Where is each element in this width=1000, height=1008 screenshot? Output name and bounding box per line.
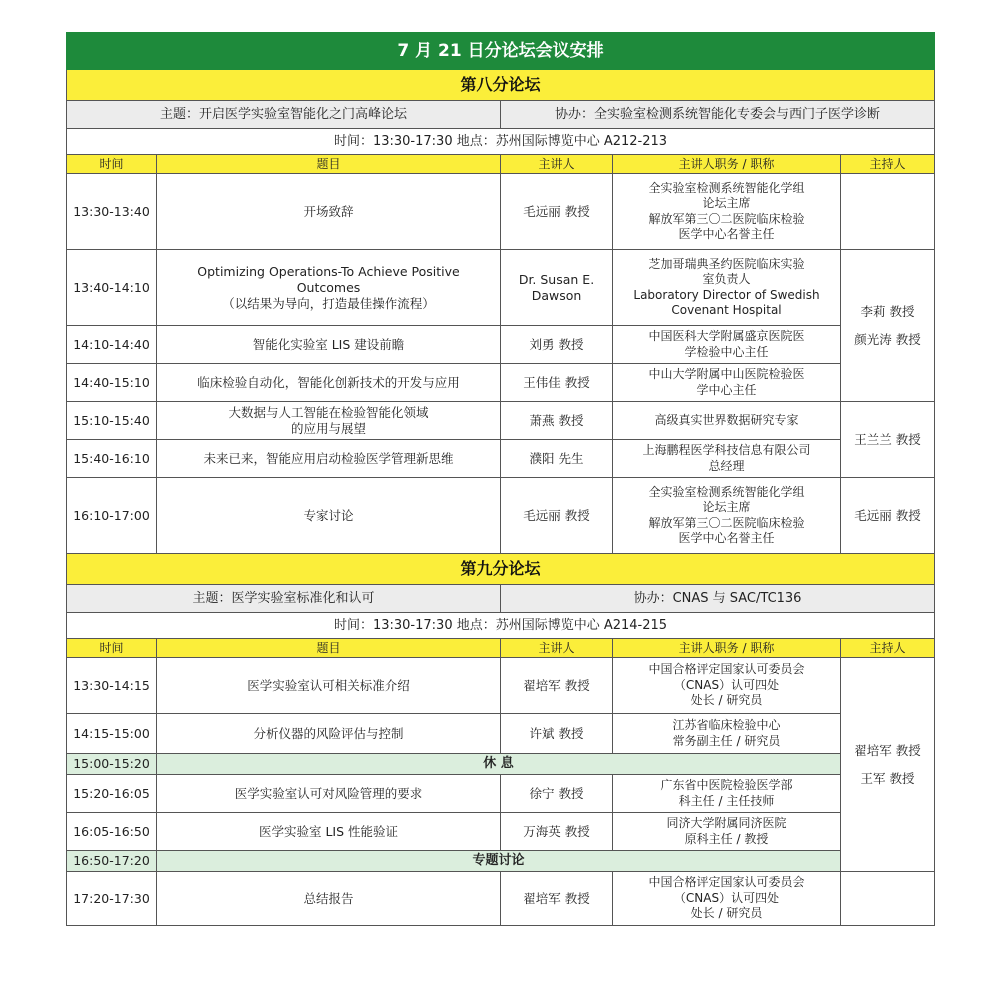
- session-topic-text: 未来已来，智能应用启动检验医学管理新思维: [203, 450, 454, 466]
- session-time: 15:10-15:40: [67, 402, 157, 440]
- forum8-co-organizer: 协办：全实验室检测系统智能化专委会与西门子医学诊断: [501, 101, 935, 129]
- session-time: 14:15-15:00: [67, 714, 157, 754]
- header-speaker: 主讲人: [501, 155, 613, 174]
- session-topic: [157, 714, 501, 754]
- session-speaker: [501, 174, 613, 250]
- table-row: [67, 174, 935, 250]
- session-topic-text: Optimizing Operations-To Achieve Positive Outcomes （以结果为导向，打造最佳操作流程）: [197, 263, 460, 311]
- session-role: [613, 872, 841, 926]
- forum8-header-row: [67, 155, 935, 174]
- forum9-info-row: [67, 613, 935, 639]
- session-host-text: 李莉 教授 颜光涛 教授: [854, 303, 921, 347]
- table-row: [67, 813, 935, 851]
- session-speaker-text: 许斌 教授: [529, 725, 584, 741]
- table-row: [67, 326, 935, 364]
- session-topic-text: 开场致辞: [303, 203, 354, 219]
- session-topic-text: 智能化实验室 LIS 建设前瞻: [252, 336, 405, 352]
- session-topic: [157, 440, 501, 478]
- session-time: 13:30-14:15: [67, 658, 157, 714]
- schedule-table: [66, 32, 935, 926]
- session-speaker: [501, 440, 613, 478]
- forum9-name-row: [67, 554, 935, 585]
- discussion-row: [67, 851, 935, 872]
- session-speaker: [501, 402, 613, 440]
- session-topic: [157, 174, 501, 250]
- session-speaker-text: Dr. Susan E. Dawson: [518, 271, 595, 303]
- session-host: [841, 402, 935, 478]
- session-speaker-text: 萧燕 教授: [529, 412, 584, 428]
- session-speaker: [501, 250, 613, 326]
- session-time: 14:40-15:10: [67, 364, 157, 402]
- session-role: [613, 478, 841, 554]
- session-topic: [157, 658, 501, 714]
- session-speaker-text: 王伟佳 教授: [523, 374, 590, 390]
- session-speaker-text: 徐宁 教授: [529, 785, 584, 801]
- session-role: [613, 174, 841, 250]
- discussion-label: 专题讨论: [157, 851, 841, 872]
- session-topic: [157, 364, 501, 402]
- page-title: 7 月 21 日分论坛会议安排: [67, 33, 935, 70]
- session-role-text: 广东省中医院检验医学部 科主任 / 主任技师: [660, 778, 793, 808]
- session-role: [613, 326, 841, 364]
- session-speaker: [501, 813, 613, 851]
- session-speaker: [501, 364, 613, 402]
- session-topic: [157, 872, 501, 926]
- session-role: [613, 658, 841, 714]
- forum9-header-row: [67, 639, 935, 658]
- break-time: 15:00-15:20: [67, 754, 157, 775]
- table-row: [67, 658, 935, 714]
- table-row: [67, 478, 935, 554]
- session-time: 16:10-17:00: [67, 478, 157, 554]
- session-topic: [157, 813, 501, 851]
- table-row: [67, 364, 935, 402]
- session-time: 15:20-16:05: [67, 775, 157, 813]
- header-time: 时间: [67, 639, 157, 658]
- header-host: 主持人: [841, 639, 935, 658]
- session-role-text: 高级真实世界数据研究专家: [654, 412, 799, 427]
- forum9-info: 时间：13:30-17:30 地点：苏州国际博览中心 A214-215: [67, 613, 935, 639]
- session-role-text: 中国医科大学附属盛京医院医 学检验中心主任: [648, 329, 805, 359]
- session-speaker-text: 毛远丽 教授: [523, 203, 590, 219]
- header-host: 主持人: [841, 155, 935, 174]
- session-role: [613, 402, 841, 440]
- session-topic-text: 总结报告: [303, 890, 354, 906]
- session-topic-text: 医学实验室认可相关标准介绍: [247, 677, 410, 693]
- session-host-text: 毛远丽 教授: [854, 507, 921, 523]
- session-topic: [157, 402, 501, 440]
- forum9-theme: 主题：医学实验室标准化和认可: [67, 585, 501, 613]
- session-speaker-text: 刘勇 教授: [529, 336, 584, 352]
- session-topic-text: 专家讨论: [303, 507, 354, 523]
- session-speaker: [501, 326, 613, 364]
- forum8-theme-row: [67, 101, 935, 129]
- session-topic-text: 医学实验室 LIS 性能验证: [258, 823, 399, 839]
- session-host: [841, 174, 935, 250]
- session-topic-text: 大数据与人工智能在检验智能化领域 的应用与展望: [228, 404, 429, 436]
- table-row: [67, 872, 935, 926]
- session-time: 17:20-17:30: [67, 872, 157, 926]
- session-role: [613, 813, 841, 851]
- session-role-text: 芝加哥瑞典圣约医院临床实验 室负责人 Laboratory Director of Swedish Covenant Hospital: [633, 256, 820, 317]
- session-topic: [157, 326, 501, 364]
- session-speaker-text: 翟培军 教授: [523, 890, 590, 906]
- session-time: 14:10-14:40: [67, 326, 157, 364]
- session-role: [613, 440, 841, 478]
- title-row: [67, 33, 935, 70]
- header-role: 主讲人职务 / 职称: [613, 639, 841, 658]
- break-label: 休 息: [157, 754, 841, 775]
- session-speaker-text: 濮阳 先生: [529, 450, 584, 466]
- table-row: [67, 440, 935, 478]
- forum8-name: 第八分论坛: [67, 70, 935, 101]
- forum8-name-row: [67, 70, 935, 101]
- table-row: [67, 775, 935, 813]
- session-time: 16:05-16:50: [67, 813, 157, 851]
- table-row: [67, 402, 935, 440]
- session-speaker: [501, 872, 613, 926]
- session-role: [613, 714, 841, 754]
- session-role-text: 中国合格评定国家认可委员会 （CNAS）认可四处 处长 / 研究员: [648, 875, 805, 921]
- session-topic: [157, 478, 501, 554]
- session-topic-text: 分析仪器的风险评估与控制: [253, 725, 404, 741]
- session-topic: [157, 775, 501, 813]
- break-row: [67, 754, 935, 775]
- forum8-info-row: [67, 129, 935, 155]
- discussion-time: 16:50-17:20: [67, 851, 157, 872]
- session-time: 13:30-13:40: [67, 174, 157, 250]
- session-role-text: 上海鹏程医学科技信息有限公司 总经理: [642, 443, 811, 473]
- session-topic-text: 医学实验室认可对风险管理的要求: [234, 785, 423, 801]
- forum8-info: 时间：13:30-17:30 地点：苏州国际博览中心 A212-213: [67, 129, 935, 155]
- session-time: 13:40-14:10: [67, 250, 157, 326]
- table-row: [67, 250, 935, 326]
- schedule-sheet: [66, 32, 934, 926]
- session-speaker-text: 翟培军 教授: [523, 677, 590, 693]
- session-role-text: 同济大学附属同济医院 原科主任 / 教授: [666, 816, 787, 846]
- session-topic: [157, 250, 501, 326]
- session-role: [613, 250, 841, 326]
- session-speaker: [501, 658, 613, 714]
- session-speaker: [501, 478, 613, 554]
- forum9-co-organizer: 协办：CNAS 与 SAC/TC136: [501, 585, 935, 613]
- forum9-theme-row: [67, 585, 935, 613]
- session-role-text: 全实验室检测系统智能化学组 论坛主席 解放军第三〇二医院临床检验 医学中心名誉主任: [648, 180, 805, 241]
- session-role-text: 中国合格评定国家认可委员会 （CNAS）认可四处 处长 / 研究员: [648, 662, 805, 708]
- header-topic: 题目: [157, 155, 501, 174]
- table-row: [67, 714, 935, 754]
- session-host-text: 王兰兰 教授: [854, 431, 921, 447]
- session-role: [613, 775, 841, 813]
- session-time: 15:40-16:10: [67, 440, 157, 478]
- session-role: [613, 364, 841, 402]
- session-host: [841, 872, 935, 926]
- forum8-theme: 主题：开启医学实验室智能化之门高峰论坛: [67, 101, 501, 129]
- session-role-text: 全实验室检测系统智能化学组 论坛主席 解放军第三〇二医院临床检验 医学中心名誉主任: [648, 484, 805, 545]
- session-host: [841, 478, 935, 554]
- session-host-text: 翟培军 教授 王军 教授: [854, 742, 921, 786]
- header-time: 时间: [67, 155, 157, 174]
- session-speaker: [501, 775, 613, 813]
- session-topic-text: 临床检验自动化，智能化创新技术的开发与应用: [197, 374, 460, 390]
- session-speaker-text: 毛远丽 教授: [523, 507, 590, 523]
- session-host: [841, 250, 935, 402]
- forum9-name: 第九分论坛: [67, 554, 935, 585]
- session-role-text: 江苏省临床检验中心 常务副主任 / 研究员: [672, 718, 781, 748]
- header-role: 主讲人职务 / 职称: [613, 155, 841, 174]
- session-speaker-text: 万海英 教授: [523, 823, 590, 839]
- header-topic: 题目: [157, 639, 501, 658]
- session-host: [841, 658, 935, 872]
- header-speaker: 主讲人: [501, 639, 613, 658]
- session-speaker: [501, 714, 613, 754]
- session-role-text: 中山大学附属中山医院检验医 学中心主任: [648, 367, 805, 397]
